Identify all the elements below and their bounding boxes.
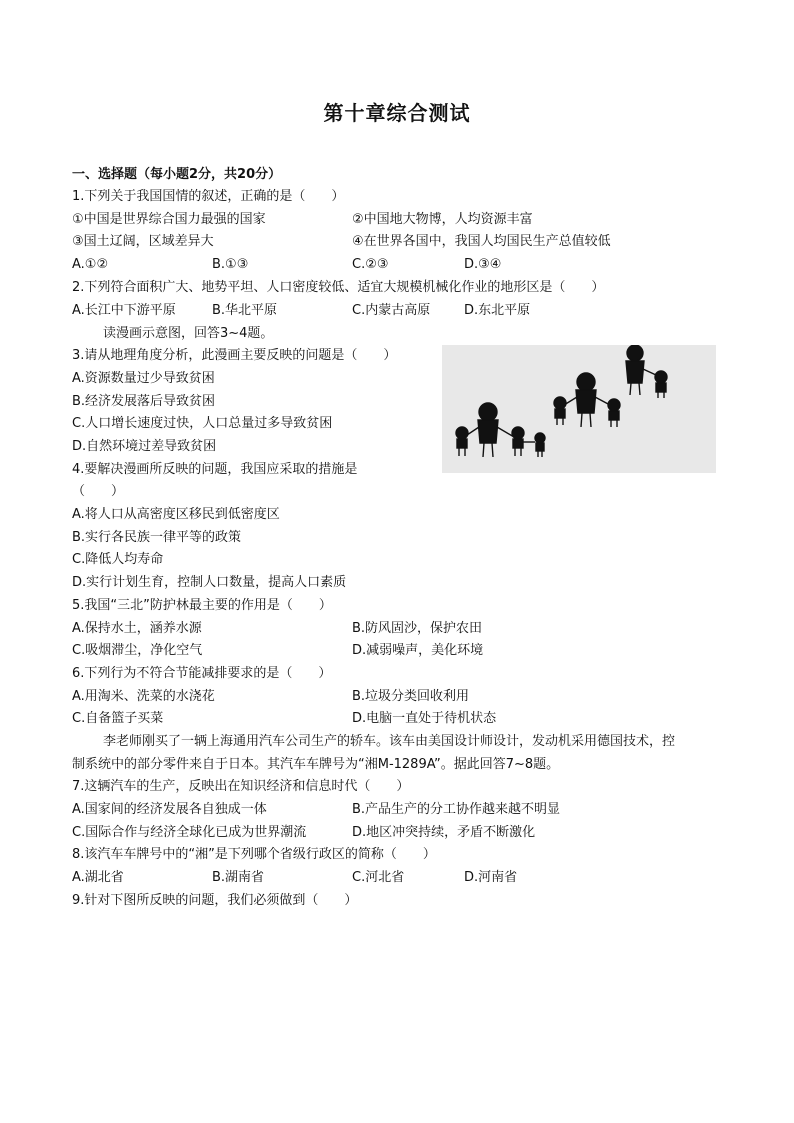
option-a: A.长江中下游平原 [72, 303, 176, 318]
option-a: A.湖北省 [72, 870, 124, 885]
q3-option-b: B.经济发展落后导致贫困 [72, 394, 216, 409]
q1-statement-3: ③国土辽阔，区域差异大 [72, 234, 214, 249]
q7-stem: 7.这辆汽车的生产，反映出在知识经济和信息时代（ ） [72, 779, 410, 794]
q1-statement-4: ④在世界各国中，我国人均国民生产总值较低 [352, 234, 611, 249]
q1-statement-1: ①中国是世界综合国力最强的国家 [72, 212, 266, 227]
q3-option-d: D.自然环境过差导致贫困 [72, 439, 217, 454]
q5-stem: 5.我国“三北”防护林最主要的作用是（ ） [72, 598, 332, 613]
q6-option-d: D.电脑一直处于待机状态 [352, 711, 497, 726]
passage-line-1: 李老师刚买了一辆上海通用汽车公司生产的轿车。该车由美国设计师设计，发动机采用德国技术，控 [103, 734, 676, 749]
q4-option-a: A.将人口从高密度区移民到低密度区 [72, 507, 280, 522]
section-heading: 一、选择题（每小题2分，共20分） [72, 167, 282, 182]
q3-option-c: C.人口增长速度过快，人口总量过多导致贫困 [72, 416, 333, 431]
q6-option-b: B.垃圾分类回收利用 [352, 689, 470, 704]
q8-stem: 8.该汽车车牌号中的“湘”是下列哪个省级行政区的简称（ ） [72, 847, 436, 862]
q6-option-c: C.自备篮子买菜 [72, 711, 164, 726]
q4-stem: 4.要解决漫画所反映的问题，我国应采取的措施是 [72, 462, 358, 477]
q4-option-d: D.实行计划生育，控制人口数量，提高人口素质 [72, 575, 347, 590]
q5-option-c: C.吸烟滞尘，净化空气 [72, 643, 203, 658]
q1-stem: 1.下列关于我国国情的叙述，正确的是（ ） [72, 189, 345, 204]
option-c: C.②③ [352, 257, 389, 272]
q9-stem: 9.针对下图所反映的问题，我们必须做到（ ） [72, 893, 358, 908]
option-a: A.①② [72, 257, 109, 272]
q4-option-c: C.降低人均寿命 [72, 552, 164, 567]
q7-option-c: C.国际合作与经济全球化已成为世界潮流 [72, 825, 307, 840]
q2-stem: 2.下列符合面积广大、地势平坦、人口密度较低、适宜大规模机械化作业的地形区是（ ） [72, 280, 605, 295]
option-b: B.华北平原 [212, 303, 278, 318]
q1-statement-2: ②中国地大物博，人均资源丰富 [352, 212, 533, 227]
q5-option-b: B.防风固沙，保护农田 [352, 621, 483, 636]
comic-family-icon [442, 345, 716, 473]
option-b: B.湖南省 [212, 870, 265, 885]
option-b: B.①③ [212, 257, 249, 272]
q3-stem: 3.请从地理角度分析，此漫画主要反映的问题是（ ） [72, 348, 397, 363]
q5-option-d: D.减弱噪声，美化环境 [352, 643, 484, 658]
option-c: C.内蒙古高原 [352, 303, 431, 318]
q7-option-a: A.国家间的经济发展各自独成一体 [72, 802, 267, 817]
intro-3-4: 读漫画示意图，回答3~4题。 [103, 326, 274, 341]
q6-option-a: A.用淘米、洗菜的水浇花 [72, 689, 215, 704]
option-c: C.河北省 [352, 870, 405, 885]
q3-option-a: A.资源数量过少导致贫困 [72, 371, 215, 386]
option-d: D.③④ [464, 257, 502, 272]
option-d: D.东北平原 [464, 303, 531, 318]
q7-option-d: D.地区冲突持续，矛盾不断激化 [352, 825, 536, 840]
passage-line-2: 制系统中的部分零件来自于日本。其汽车车牌号为“湘M-1289A”。据此回答7~8题。 [72, 757, 560, 772]
q6-stem: 6.下列行为不符合节能减排要求的是（ ） [72, 666, 332, 681]
q7-option-b: B.产品生产的分工协作越来越不明显 [352, 802, 561, 817]
option-d: D.河南省 [464, 870, 518, 885]
q4-stem-bracket: （ ） [72, 484, 125, 499]
q5-option-a: A.保持水土，涵养水源 [72, 621, 202, 636]
page-title: 第十章综合测试 [323, 101, 471, 125]
q4-option-b: B.实行各民族一律平等的政策 [72, 530, 242, 545]
